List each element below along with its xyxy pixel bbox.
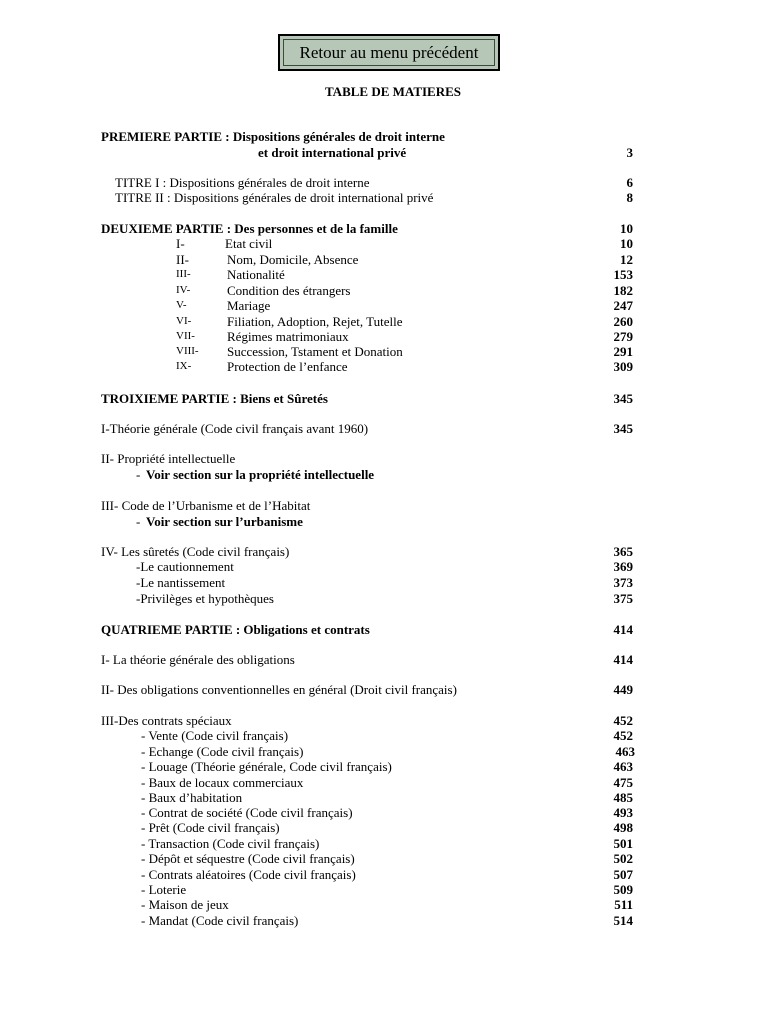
see-section-link-text: Voir section sur la propriété intellectuelle [146,467,375,482]
toc-entry-page: 463 [615,744,635,759]
toc-entry-label: - Vente (Code civil français) [141,728,289,743]
roman-numeral: IX- [176,360,192,372]
toc-entry-label: - Contrats aléatoires (Code civil français) [141,867,356,882]
toc-entry-page: 365 [613,544,633,559]
toc-entry-page: 511 [614,897,633,912]
toc-entry-label: III-Des contrats spéciaux [101,713,232,728]
part2-heading-text: DEUXIEME PARTIE : Des personnes et de la famille [101,221,398,236]
toc-entry-label: - Maison de jeux [141,897,229,912]
roman-numeral: I- [176,236,185,251]
toc-entry-label: Nom, Domicile, Absence [227,252,359,267]
toc-entry-label: I- La théorie générale des obligations [101,652,295,667]
toc-entry-label: - Dépôt et séquestre (Code civil français) [141,851,355,866]
toc-entry-label: Filiation, Adoption, Rejet, Tutelle [227,314,403,329]
toc-entry-page: 509 [613,882,633,897]
toc-entry-label: Protection de l’enfance [227,359,348,374]
roman-numeral: VI- [176,315,192,327]
toc-entry-label: - Loterie [141,882,187,897]
part4-heading-text: QUATRIEME PARTIE : Obligations et contrats [101,622,370,637]
toc-entry-label: - Transaction (Code civil français) [141,836,320,851]
toc-entry-page: 8 [626,190,633,205]
part1-page: 3 [626,145,633,160]
toc-entry-page: 501 [613,836,633,851]
part1-heading-cont-text: et droit international privé [258,145,407,160]
dash: - [136,514,141,529]
dash: - [136,467,141,482]
roman-numeral: VII- [176,330,195,342]
toc-entry-label: TITRE I : Dispositions générales de droit interne [115,175,370,190]
toc-entry-page: 309 [613,359,633,374]
toc-entry-page: 6 [626,175,633,190]
toc-entry-label: - Baux de locaux commerciaux [141,775,304,790]
toc-entry-page: 498 [613,820,633,835]
toc-entry-page: 507 [613,867,633,882]
toc-entry-page: 502 [613,851,633,866]
toc-entry-label: Condition des étrangers [227,283,351,298]
toc-entry-page: 463 [613,759,633,774]
roman-numeral: V- [176,299,187,311]
toc-entry-label: - Louage (Théorie générale, Code civil français) [141,759,392,774]
part4-page: 414 [613,622,633,637]
toc-entry-label: - Contrat de société (Code civil français) [141,805,353,820]
toc-entry-label: Mariage [227,298,271,313]
toc-entry-page: 291 [613,344,633,359]
toc-entry-label: II- Des obligations conventionnelles en général (Droit civil français) [101,682,457,697]
toc-entry-label: TITRE II : Dispositions générales de droit international privé [115,190,434,205]
toc-entry-label: Etat civil [225,236,273,251]
toc-entry-page: 153 [613,267,633,282]
toc-entry-label: - Baux d’habitation [141,790,243,805]
toc-entry-page: 452 [613,713,633,728]
toc-entry-page: 279 [613,329,633,344]
roman-numeral: III- [176,268,191,280]
roman-numeral: VIII- [176,345,199,357]
toc-entry-page: 182 [613,283,633,298]
toc-entry-page: 247 [613,298,633,313]
toc-entry-label: -Le nantissement [136,575,226,590]
toc-entry-page: 375 [613,591,633,606]
see-section-link-text: Voir section sur l’urbanisme [146,514,303,529]
part1-heading-text: PREMIERE PARTIE : Dispositions générales de droit interne [101,129,445,144]
toc-entry-page: 485 [613,790,633,805]
part2-page: 10 [620,221,633,236]
roman-numeral: II- [176,252,189,267]
part3-page: 345 [613,391,633,406]
toc-entry-page: 12 [620,252,633,267]
toc-entry-label: - Mandat (Code civil français) [141,913,299,928]
toc-entry-label: -Privilèges et hypothèques [136,591,274,606]
toc-entry-label: I-Théorie générale (Code civil français avant 1960) [101,421,369,436]
toc-entry-page: 373 [613,575,633,590]
toc-entry-label: - Echange (Code civil français) [141,744,304,759]
toc-entry-page: 514 [613,913,633,928]
toc-entry-label: II- Propriété intellectuelle [101,451,236,466]
toc-entry-page: 10 [620,236,633,251]
back-button-label: Retour au menu précédent [299,42,479,62]
toc-entry-label: -Le cautionnement [136,559,234,574]
toc-entry-page: 452 [613,728,633,743]
toc-entry-page: 260 [613,314,633,329]
toc-entry-page: 493 [613,805,633,820]
toc-entry-page: 475 [613,775,633,790]
toc-entry-page: 345 [613,421,633,436]
toc-entry-label: Nationalité [227,267,285,282]
roman-numeral: IV- [176,284,191,296]
back-to-menu-button[interactable] [278,34,500,71]
toc-entry-page: 369 [613,559,633,574]
toc-entry-label: III- Code de l’Urbanisme et de l’Habitat [101,498,311,513]
toc-entry-label: - Prêt (Code civil français) [141,820,280,835]
toc-entry-page: 414 [613,652,633,667]
part3-heading-text: TROIXIEME PARTIE : Biens et Sûretés [101,391,328,406]
toc-entry-label: IV- Les sûretés (Code civil français) [101,544,290,559]
page-title: TABLE DE MATIERES [324,84,462,99]
toc-entry-label: Succession, Tstament et Donation [227,344,403,359]
toc-entry-label: Régimes matrimoniaux [227,329,349,344]
toc-entry-page: 449 [613,682,633,697]
